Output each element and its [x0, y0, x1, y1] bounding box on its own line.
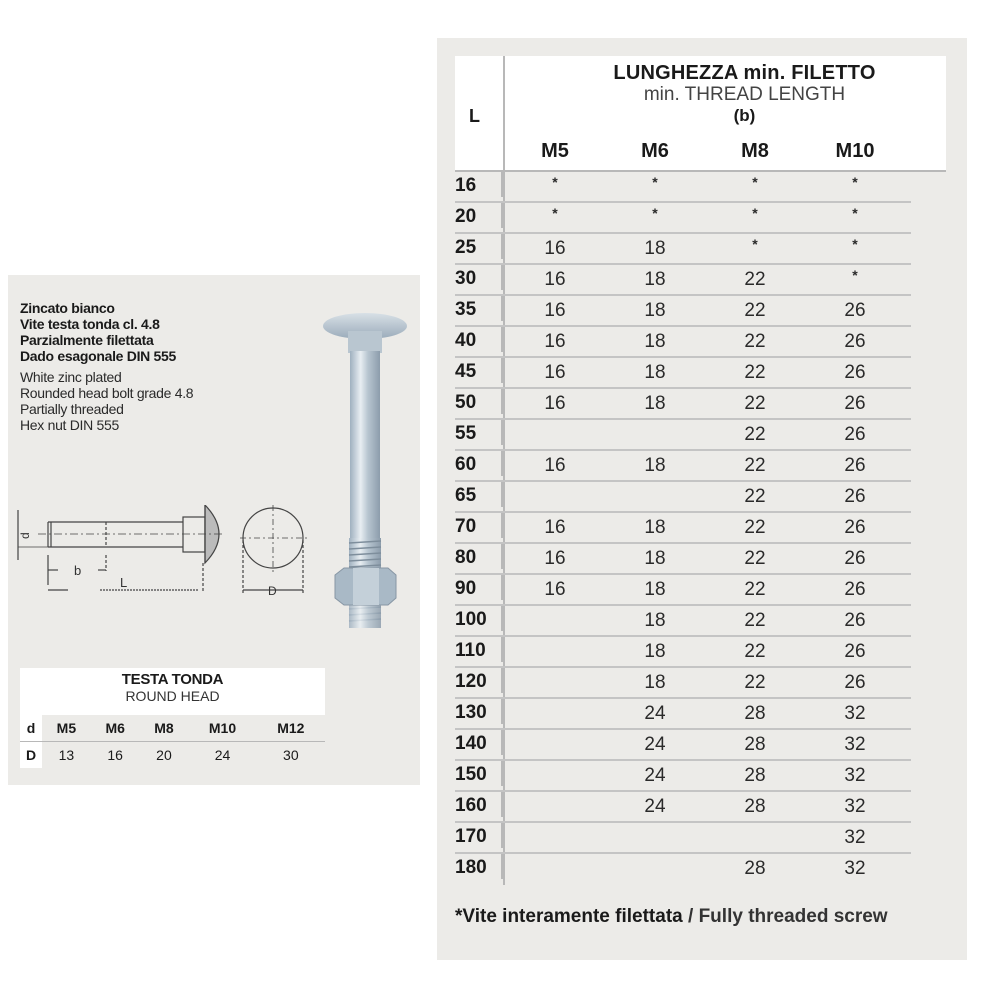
length-cell: 180	[455, 854, 503, 879]
thread-length-cell: 18	[644, 362, 666, 383]
table-row	[455, 451, 911, 482]
table-header	[455, 56, 946, 170]
desc-en-line: Partially threaded	[20, 401, 124, 417]
length-cell: 25	[455, 234, 503, 259]
round-head-table	[20, 668, 325, 768]
thread-length-cell: *	[852, 205, 858, 221]
thread-length-cell: 22	[744, 548, 766, 569]
row-label-d: d	[20, 715, 42, 742]
thread-length-cell: 26	[844, 455, 866, 476]
thread-length-cell: 22	[744, 269, 766, 290]
size-cell: M5	[42, 715, 91, 742]
table-row	[455, 668, 911, 699]
column-divider	[503, 513, 505, 544]
thread-length-cell: 26	[844, 672, 866, 693]
thread-length-cell: 18	[644, 641, 666, 662]
table-body	[455, 172, 946, 885]
round-head-title-it: TESTA TONDA	[121, 671, 224, 688]
thread-length-cell: 16	[544, 362, 566, 383]
footnote	[455, 906, 935, 928]
thread-length-cell: *	[652, 205, 658, 221]
diameter-cell: 20	[156, 747, 172, 763]
label-D: D	[268, 584, 277, 598]
label-L: L	[120, 575, 128, 590]
length-cell: 35	[455, 296, 503, 321]
row-label-D: D	[20, 742, 42, 769]
length-cell: 55	[455, 420, 503, 445]
thread-length-cell: *	[852, 236, 858, 252]
thread-length-cell: *	[652, 174, 658, 190]
thread-length-cell: 26	[844, 548, 866, 569]
thread-length-cell: 26	[844, 424, 866, 445]
thread-length-cell: 18	[644, 672, 666, 693]
length-cell: 150	[455, 761, 503, 786]
thread-length-cell: 18	[644, 238, 666, 259]
thread-length-cell: *	[852, 174, 858, 190]
product-info-panel	[8, 275, 420, 785]
thread-length-cell: 16	[544, 548, 566, 569]
length-cell: 170	[455, 823, 503, 848]
thread-length-cell: *	[752, 174, 758, 190]
thread-length-cell: 26	[844, 393, 866, 414]
thread-length-cell: 32	[844, 858, 866, 879]
desc-en-line: White zinc plated	[20, 369, 122, 385]
thread-length-cell: 18	[644, 548, 666, 569]
table-row	[455, 637, 911, 668]
length-cell: 30	[455, 265, 503, 290]
thread-length-cell: 26	[844, 610, 866, 631]
table-row	[455, 730, 911, 761]
table-title-it: LUNGHEZZA min. FILETTO	[613, 62, 876, 84]
thread-length-cell: 16	[544, 238, 566, 259]
footnote-en: Fully threaded screw	[698, 906, 888, 927]
footnote-it: *Vite interamente filettata	[455, 906, 683, 927]
thread-length-cell: 16	[544, 393, 566, 414]
table-row	[455, 823, 911, 854]
thread-length-cell: 32	[844, 765, 866, 786]
table-row	[455, 327, 911, 358]
round-head-title	[20, 668, 325, 715]
desc-en-line: Hex nut DIN 555	[20, 417, 119, 433]
table-row	[455, 482, 911, 513]
thread-length-cell: 22	[744, 393, 766, 414]
table-row	[455, 699, 911, 730]
label-d: d	[18, 532, 32, 539]
column-divider	[503, 668, 505, 699]
thread-length-cell: 22	[744, 362, 766, 383]
table-row	[455, 234, 911, 265]
thread-length-cell: 22	[744, 455, 766, 476]
thread-length-cell: 28	[744, 796, 766, 817]
thread-length-cell: 22	[744, 517, 766, 538]
column-divider	[503, 544, 505, 575]
column-divider	[503, 420, 505, 451]
length-cell: 20	[455, 203, 503, 228]
thread-length-cell: 22	[744, 641, 766, 662]
column-divider	[503, 389, 505, 420]
column-divider	[503, 699, 505, 730]
size-cell: M12	[257, 715, 325, 742]
table-row	[455, 358, 911, 389]
thread-length-cell: 18	[644, 300, 666, 321]
thread-length-cell: 32	[844, 796, 866, 817]
column-divider	[503, 234, 505, 265]
thread-length-cell: 16	[544, 300, 566, 321]
column-divider	[503, 761, 505, 792]
thread-length-cell: 28	[744, 703, 766, 724]
column-divider	[503, 637, 505, 668]
length-cell: 40	[455, 327, 503, 352]
table-symbol: (b)	[733, 106, 756, 125]
thread-length-cell: 16	[544, 269, 566, 290]
table-row	[455, 575, 911, 606]
bolt-photo	[308, 293, 418, 633]
thread-length-cell: 22	[744, 331, 766, 352]
column-header: M8	[741, 140, 769, 162]
head-diameter-row	[20, 742, 325, 769]
thread-length-cell: 26	[844, 579, 866, 600]
thread-length-cell: 16	[544, 517, 566, 538]
diameter-cell: 16	[107, 747, 123, 763]
column-divider	[503, 792, 505, 823]
column-divider	[503, 854, 505, 885]
table-row	[455, 265, 911, 296]
thread-length-cell: *	[852, 267, 858, 283]
thread-length-cell: 22	[744, 424, 766, 445]
column-divider	[503, 730, 505, 761]
length-cell: 100	[455, 606, 503, 631]
table-row	[455, 544, 911, 575]
table-row	[455, 854, 911, 885]
table-row	[455, 513, 911, 544]
thread-length-cell: *	[552, 174, 558, 190]
thread-length-cell: 16	[544, 331, 566, 352]
thread-length-cell: 18	[644, 610, 666, 631]
column-divider	[503, 296, 505, 327]
thread-length-cell: 22	[744, 579, 766, 600]
length-cell: 45	[455, 358, 503, 383]
diameter-cell: 24	[214, 747, 231, 763]
thread-length-cell: 18	[644, 579, 666, 600]
length-cell: 50	[455, 389, 503, 414]
thread-length-cell: 32	[844, 734, 866, 755]
size-cell: M8	[140, 715, 189, 742]
thread-length-cell: 28	[744, 734, 766, 755]
thread-length-cell: 26	[844, 300, 866, 321]
desc-it-line: Vite testa tonda cl. 4.8	[20, 316, 160, 332]
table-row	[455, 296, 911, 327]
column-header: M6	[641, 140, 669, 162]
product-description	[20, 300, 193, 433]
length-cell: 110	[455, 637, 503, 662]
diameter-cell: 30	[283, 747, 299, 763]
thread-length-cell: 18	[644, 517, 666, 538]
thread-length-cell: 26	[844, 641, 866, 662]
length-cell: 140	[455, 730, 503, 755]
thread-length-cell: 24	[644, 796, 666, 817]
column-divider	[503, 823, 505, 854]
thread-length-cell: 22	[744, 610, 766, 631]
length-cell: 90	[455, 575, 503, 600]
thread-length-cell: *	[752, 236, 758, 252]
length-cell: 16	[455, 172, 503, 197]
table-row	[455, 203, 911, 234]
thread-length-cell: 18	[644, 269, 666, 290]
column-divider	[503, 265, 505, 296]
table-row	[455, 606, 911, 637]
table-row	[455, 761, 911, 792]
size-row	[20, 715, 325, 742]
size-cell: M10	[188, 715, 256, 742]
desc-it-line: Zincato bianco	[20, 300, 115, 316]
desc-en-line: Rounded head bolt grade 4.8	[20, 385, 194, 401]
length-cell: 70	[455, 513, 503, 538]
thread-length-cell: 26	[844, 331, 866, 352]
footnote-separator: /	[682, 906, 699, 927]
thread-length-cell: *	[752, 205, 758, 221]
thread-length-cell: 18	[644, 455, 666, 476]
thread-length-cell: 22	[744, 300, 766, 321]
column-divider	[503, 482, 505, 513]
thread-length-cell: 22	[744, 672, 766, 693]
thread-length-cell: 18	[644, 393, 666, 414]
length-column-header: L	[469, 106, 480, 126]
table-row	[455, 792, 911, 823]
desc-it-line: Parzialmente filettata	[20, 332, 154, 348]
length-cell: 65	[455, 482, 503, 507]
column-divider	[503, 172, 505, 203]
thread-length-cell: 24	[644, 734, 666, 755]
length-cell: 60	[455, 451, 503, 476]
column-header: M5	[541, 140, 569, 162]
thread-length-cell: 22	[744, 486, 766, 507]
bolt-technical-drawing	[8, 505, 308, 615]
column-divider	[503, 327, 505, 358]
thread-length-cell: 16	[544, 579, 566, 600]
column-header: M10	[835, 140, 875, 162]
length-cell: 130	[455, 699, 503, 724]
table-row	[455, 389, 911, 420]
desc-it-line: Dado esagonale DIN 555	[20, 348, 177, 364]
thread-length-cell: 28	[744, 858, 766, 879]
column-divider	[503, 606, 505, 637]
thread-length-cell: 24	[644, 765, 666, 786]
length-cell: 80	[455, 544, 503, 569]
column-divider	[503, 575, 505, 606]
column-divider	[503, 203, 505, 234]
length-cell: 120	[455, 668, 503, 693]
thread-length-cell: 16	[544, 455, 566, 476]
thread-length-cell: 32	[844, 703, 866, 724]
thread-length-cell: 18	[644, 331, 666, 352]
thread-length-cell: 26	[844, 517, 866, 538]
round-head-title-en: ROUND HEAD	[125, 688, 220, 704]
label-b: b	[74, 563, 82, 578]
thread-length-cell: 32	[844, 827, 866, 848]
thread-length-cell: 28	[744, 765, 766, 786]
thread-length-cell: 26	[844, 362, 866, 383]
column-divider	[503, 358, 505, 389]
table-row	[455, 172, 911, 203]
table-row	[455, 420, 911, 451]
table-title-en: min. THREAD LENGTH	[643, 84, 846, 105]
thread-length-cell: 24	[644, 703, 666, 724]
length-cell: 160	[455, 792, 503, 817]
thread-length-table	[455, 56, 946, 885]
diameter-cell: 13	[58, 747, 75, 763]
thread-length-panel	[437, 38, 967, 960]
thread-length-cell: 26	[844, 486, 866, 507]
column-divider	[503, 451, 505, 482]
thread-length-cell: *	[552, 205, 558, 221]
size-cell: M6	[91, 715, 140, 742]
